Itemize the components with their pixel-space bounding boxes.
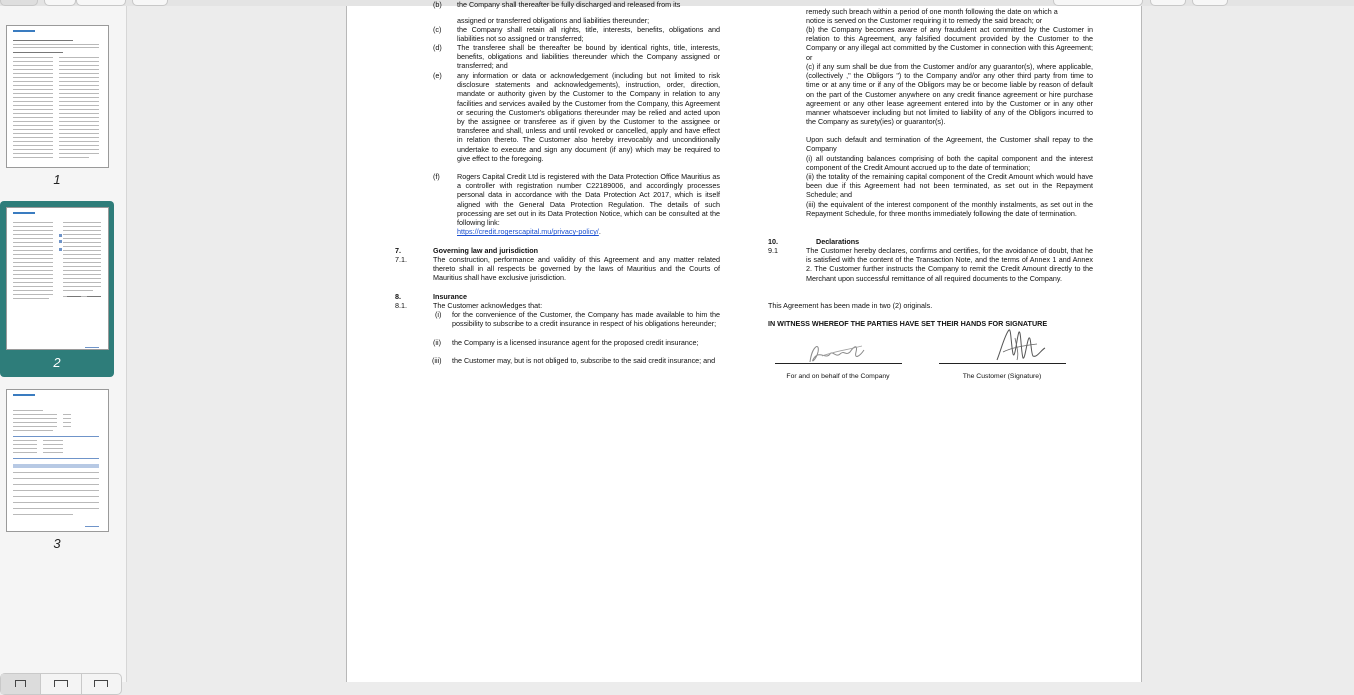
clause-text: the Company shall retain all rights, title, interests, benefits, obligations and liabilities not so assigned or transferred; xyxy=(457,25,720,44)
thumbnail-page-number: 1 xyxy=(53,172,61,187)
thumbnail-page-number: 3 xyxy=(53,536,61,551)
thumbnail-page-1[interactable] xyxy=(0,20,114,190)
section-title: Governing law and jurisdiction xyxy=(433,246,539,255)
clause-text: the Company is a licensed insurance agent for the proposed credit insurance; xyxy=(452,338,699,347)
clause-text: any information or data or acknowledgement (including but not limited to risk disclosure statements and acknowledgements), instruction, order, direction, mandate or authority given by the Customer to the Company in relation to any facilities and services availed by the Customer from the Company, this Agreement or securing the Customer's obligations thereunder may be relied and acted upon by the assignee or transferee as if given by the Customer to the assignee or transferee and shall, unless and until revoked or cancelled, apply and have effect in relation thereto. The Customer also hereby irrevocably and unconditionally undertake to execute and sign any document (if any) which may be required to give effect to the foregoing. xyxy=(457,71,720,163)
clause-number: 7.1. xyxy=(395,255,407,264)
clause-text: (c) if any sum shall be due from the Customer and/or any guarantor(s), where applicable, (collectively ," the Obligors ") to the Company and/or any other third party from time to time or at any time or if any of the Obligors may be or become liable by reason of default on the part of the Customer anywhere on any credit finance agreement or hire purchase agreement or any other lease agreement entered into by the Customer or in any other manner whatsoever including but not limited to liability of any of the Obligors incurred to the Company as surety(ies) or guarantor(s). xyxy=(806,62,1093,127)
company-signature-line xyxy=(775,363,902,364)
originals-statement: This Agreement has been made in two (2) originals. xyxy=(768,301,933,310)
document-view[interactable] xyxy=(127,0,1354,682)
clause-text: assigned or transferred obligations and liabilities thereunder; xyxy=(457,16,650,25)
single-page-view-button[interactable] xyxy=(41,674,81,694)
clause-number: 9.1 xyxy=(768,246,778,255)
clause-text: remedy such breach within a period of one month following the date on which a xyxy=(806,7,1058,16)
clause-text: the Company shall thereafter be fully discharged and released from its xyxy=(457,0,681,9)
view-mode-switcher xyxy=(0,673,122,695)
clause-label: (f) xyxy=(433,172,440,181)
clause-label: (e) xyxy=(433,71,442,80)
witness-heading: IN WITNESS WHEREOF THE PARTIES HAVE SET THEIR HANDS FOR SIGNATURE xyxy=(768,319,1048,328)
section-number: 10. xyxy=(768,237,778,246)
thumbnail-page-3[interactable] xyxy=(0,384,114,554)
link-tail: . xyxy=(598,227,601,236)
clause-text: Upon such default and termination of the Agreement, the Customer shall repay to the Company xyxy=(806,135,1093,154)
clause-text: The transferee shall be thereafter be bound by identical rights, title, interests, benefits, obligations and liabilities thereunder which the Company assigned or transferred; and xyxy=(457,43,720,71)
thumbnail-image xyxy=(6,389,109,532)
section-number: 7. xyxy=(395,246,401,255)
clause-text: The construction, performance and validity of this Agreement and any matter related thereto shall in all respects be governed by the laws of Mauritius and the Courts of Mauritius shall have exclusive jurisdiction. xyxy=(433,255,720,283)
clause-text: the Customer may, but is not obliged to, subscribe to the said credit insurance; and xyxy=(452,356,716,365)
clause-label: (ii) xyxy=(433,338,441,347)
clause-text: (iii) the equivalent of the interest component of the monthly instalments, as set out in the Repayment Schedule, for three months immediately following the date of termination. xyxy=(806,200,1093,219)
thumbnail-page-2[interactable] xyxy=(0,201,114,377)
clause-text: for the convenience of the Customer, the Company has made available to him the possibility to subscribe to a credit insurance in respect of his obligations hereunder; xyxy=(452,310,720,329)
clause-text: (b) the Company becomes aware of any fraudulent act committed by the Customer in relation to this Agreement, any falsified document provided by the Customer to the Company or any illegal act committed by the Customer in connection with this Agreement; or xyxy=(806,25,1093,62)
clause-label: (iii) xyxy=(432,356,442,365)
clause-text xyxy=(457,227,720,236)
customer-signature-line xyxy=(939,363,1066,364)
two-page-view-button[interactable] xyxy=(82,674,121,694)
clause-text: Rogers Capital Credit Ltd is registered with the Data Protection Office Mauritius as a controller with registration number C22189006, and accordingly processes personal data in accordance with the Data Protection Act 2017, which is itself aligned with the General Data Protection Regulation. The details of such processing are set out in its Data Protection Notice, which can be consulted at the following link: xyxy=(457,172,720,228)
single-page-icon xyxy=(54,680,68,687)
clause-label: (i) xyxy=(435,310,442,319)
company-signature-caption: For and on behalf of the Company xyxy=(786,373,890,380)
thumbnail-image xyxy=(6,207,109,350)
customer-signature xyxy=(987,324,1053,368)
clause-text: (ii) the totality of the remaining capital component of the Credit Amount which would have been due if this Agreement had not been terminated, as set out in the Repayment Schedule; and xyxy=(806,172,1093,200)
customer-signature-caption: The Customer (Signature) xyxy=(962,373,1042,380)
clause-label: (b) xyxy=(433,0,442,9)
thumbnail-sidebar xyxy=(0,6,127,682)
section-number: 8. xyxy=(395,292,401,301)
privacy-policy-link[interactable]: https://credit.rogerscapital.mu/privacy-policy/ xyxy=(457,227,599,236)
document-page xyxy=(346,0,1142,682)
thumbnail-page-number: 2 xyxy=(53,355,61,370)
clause-text: The Customer hereby declares, confirms and certifies, for the avoidance of doubt, that he is satisfied with the content of the Transaction Note, and the terms of Annex 1 and Annex 2. The Customer further instructs the Company to remit the Credit Amount directly to the Merchant upon successful remittance of all required documents to the Company. xyxy=(806,246,1093,283)
grid-icon xyxy=(15,680,26,687)
clause-text: The Customer acknowledges that: xyxy=(433,301,543,310)
clause-text: notice is served on the Customer requiring it to remedy the said breach; or xyxy=(806,16,1043,25)
thumbnail-image xyxy=(6,25,109,168)
grid-view-button[interactable] xyxy=(1,674,41,694)
section-title: Insurance xyxy=(433,292,467,301)
section-title: Declarations xyxy=(816,237,860,246)
clause-number: 8.1. xyxy=(395,301,407,310)
clause-text: (i) all outstanding balances comprising of both the capital component and the interest component of the Credit Amount accrued up to the date of termination; xyxy=(806,154,1093,173)
clause-label: (d) xyxy=(433,43,442,52)
clause-label: (c) xyxy=(433,25,442,34)
two-page-icon xyxy=(94,680,108,687)
